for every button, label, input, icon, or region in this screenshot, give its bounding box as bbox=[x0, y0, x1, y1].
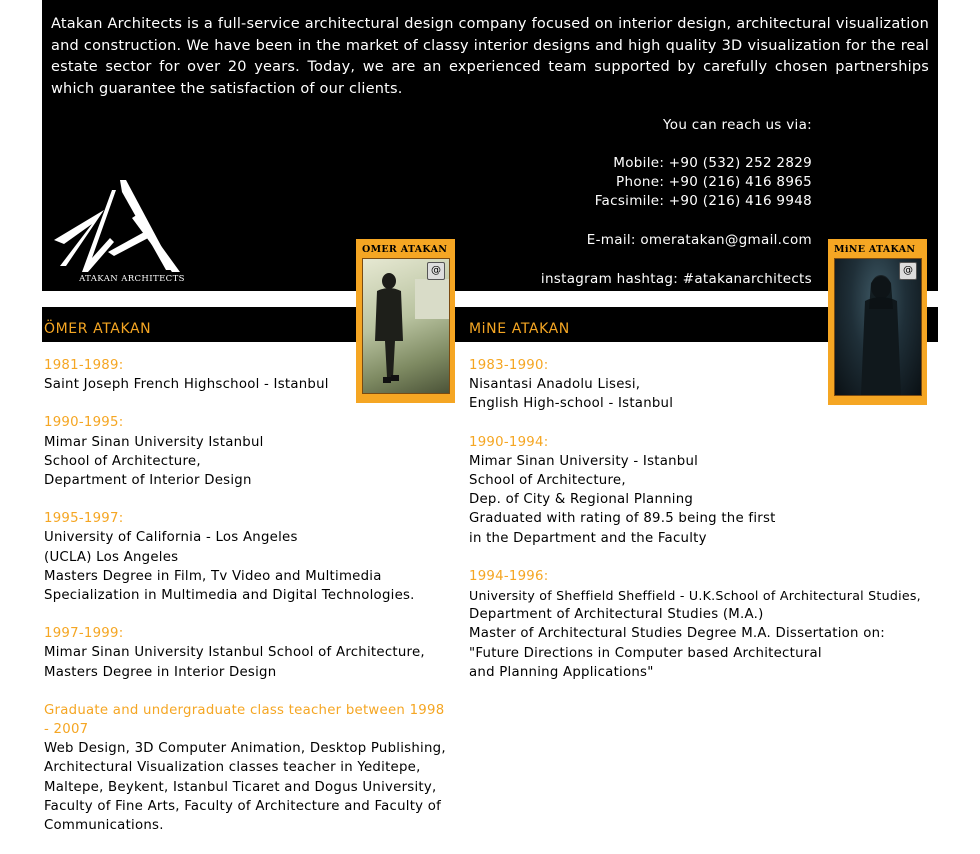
logo-text: ATAKAN ARCHITECTS bbox=[79, 274, 185, 284]
entry-line: University of Sheffield Sheffield - U.K.School of Architectural Studies, bbox=[469, 588, 921, 604]
entry-years: 1997-1999: bbox=[44, 626, 124, 642]
teaching-entry bbox=[44, 701, 448, 835]
entry-line: Specialization in Multimedia and Digital Technologies. bbox=[44, 588, 415, 604]
entry-line: School of Architecture, bbox=[469, 473, 626, 489]
entry-line: in the Department and the Faculty bbox=[469, 530, 707, 546]
education-entry bbox=[469, 356, 974, 414]
company-intro: Atakan Architects is a full-service architectural design company focused on interior design, architectural visualization and construction. We have been in the market of classy interior designs and high quality 3D visualization for the real estate sector for over 20 years. Today, we are an experienced team supported by carefully chosen partnerships which guarantee the satisfaction of our clients. bbox=[51, 16, 929, 97]
entry-line: Mimar Sinan University - Istanbul bbox=[469, 453, 699, 469]
contact-heading: You can reach us via: bbox=[663, 117, 812, 133]
company-logo bbox=[52, 178, 185, 288]
entry-line: Graduated with rating of 89.5 being the first bbox=[469, 511, 776, 527]
entry-years: 1981-1989: bbox=[44, 358, 124, 373]
profile-column-omer bbox=[44, 356, 448, 854]
entry-line: English High-school - Istanbul bbox=[469, 396, 674, 412]
contact-fax: Facsimile: +90 (216) 416 9948 bbox=[594, 193, 812, 209]
photo-card-title: OMER ATAKAN bbox=[362, 244, 448, 255]
entry-line: Nisantasi Anadolu Lisesi, bbox=[469, 377, 641, 393]
contact-instagram[interactable]: instagram hashtag: #atakanarchitects bbox=[540, 271, 812, 287]
entry-line: Web Design, 3D Computer Animation, Desktop Publishing, Architectural Visualization classes teacher in Yeditepe, Maltepe, Beykent, Istanbul Ticaret and Dogus University, Faculty of Fine Arts, Faculty of Architecture and Faculty of Communications. bbox=[44, 741, 446, 834]
entry-line: Saint Joseph French Highschool - Istanbul bbox=[44, 377, 329, 393]
entry-line: "Future Directions in Computer based Architectural bbox=[469, 645, 822, 661]
entry-line: Masters Degree in Interior Design bbox=[44, 664, 277, 680]
entry-line: University of California - Los Angeles bbox=[44, 530, 298, 546]
contact-email[interactable]: E-mail: omeratakan@gmail.com bbox=[586, 232, 812, 248]
entry-line: School of Architecture, bbox=[44, 453, 201, 469]
entry-line: Department of Interior Design bbox=[44, 473, 252, 489]
contact-phone: Phone: +90 (216) 416 8965 bbox=[616, 174, 812, 190]
logo-mark-icon bbox=[52, 178, 182, 274]
entry-years: 1994-1996: bbox=[469, 568, 549, 584]
entry-line: (UCLA) Los Angeles bbox=[44, 549, 179, 565]
education-entry bbox=[44, 509, 448, 605]
entry-line: Mimar Sinan University Istanbul School of Architecture, bbox=[44, 645, 425, 661]
at-sign-icon: @ bbox=[899, 262, 917, 280]
entry-years: 1995-1997: bbox=[44, 511, 124, 527]
entry-years: 1990-1994: bbox=[469, 434, 549, 450]
contact-mobile: Mobile: +90 (532) 252 2829 bbox=[613, 155, 812, 171]
photo-card-title: MiNE ATAKAN bbox=[834, 244, 916, 255]
entry-line: Master of Architectural Studies Degree M.A. Dissertation on: bbox=[469, 626, 885, 642]
profile-name-omer: ÖMER ATAKAN bbox=[44, 321, 152, 337]
profile-column-mine bbox=[469, 356, 974, 701]
entry-line: Masters Degree in Film, Tv Video and Multimedia bbox=[44, 568, 382, 584]
profile-name-mine: MiNE ATAKAN bbox=[469, 321, 570, 337]
entry-line: Mimar Sinan University Istanbul bbox=[44, 434, 264, 450]
hero-banner bbox=[42, 0, 938, 291]
entry-line: and Planning Applications" bbox=[469, 664, 654, 680]
entry-years: 1990-1995: bbox=[44, 415, 124, 431]
education-entry bbox=[469, 433, 974, 548]
entry-years: Graduate and undergraduate class teacher between 1998 - 2007 bbox=[44, 702, 445, 738]
entry-line: Department of Architectural Studies (M.A.) bbox=[469, 607, 764, 623]
at-sign-icon: @ bbox=[427, 262, 445, 280]
education-entry bbox=[469, 567, 974, 682]
education-entry bbox=[44, 624, 448, 682]
education-entry bbox=[44, 413, 448, 490]
education-entry bbox=[44, 356, 448, 394]
entry-years: 1983-1990: bbox=[469, 358, 549, 373]
entry-line: Dep. of City & Regional Planning bbox=[469, 492, 694, 508]
